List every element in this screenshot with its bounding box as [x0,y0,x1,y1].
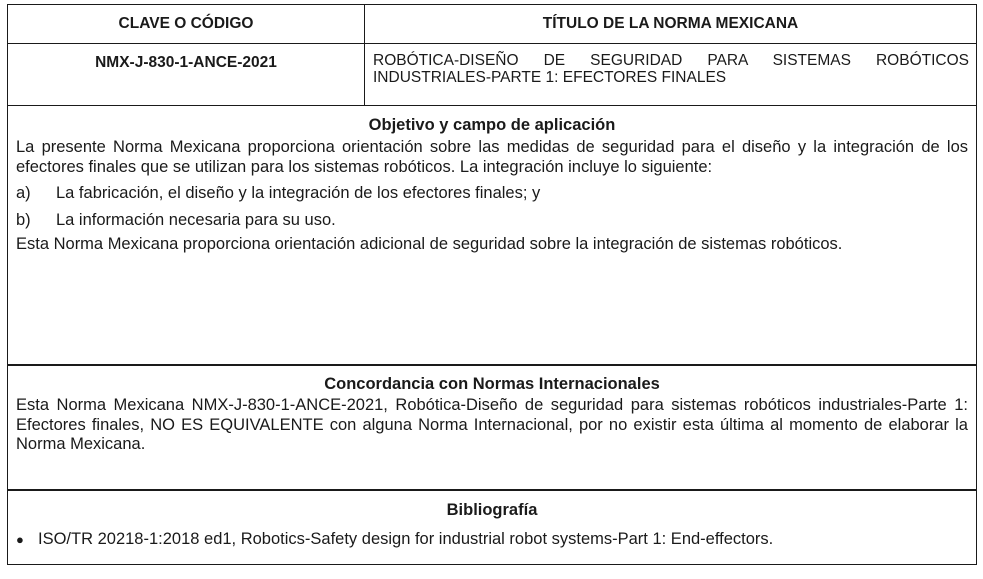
objective-section [8,106,976,366]
list-item [16,211,968,231]
bibliography-item-text: ISO/TR 20218-1:2018 ed1, Robotics-Safety design for industrial robot systems-Part 1: End-effectors. [38,530,774,548]
objective-closing: Esta Norma Mexicana proporciona orientación adicional de seguridad sobre la integración de sistemas robóticos. [16,235,843,253]
list-item-text: La información necesaria para su uso. [56,210,336,229]
objective-intro: La presente Norma Mexicana proporciona orientación sobre las medidas de seguridad para el diseño y la integración de los efectores finales que se utilizan para los sistemas robóticos. La integración incluye lo siguiente: [16,138,968,176]
bibliography-item [16,530,968,550]
concordance-text: Esta Norma Mexicana NMX-J-830-1-ANCE-2021, Robótica-Diseño de seguridad para sistemas robóticos industriales-Parte 1: Efectores finales, NO ES EQUIVALENTE con alguna Norma Internacional, por no existir esta última al momento de elaborar la Norma Mexicana. [16,396,968,453]
list-marker: a) [16,184,31,202]
list-item [16,184,968,204]
concordance-heading: Concordancia con Normas Internacionales [324,375,660,393]
bullet-icon: ● [16,532,24,547]
table-header-row [8,5,976,44]
header-title-cell: TÍTULO DE LA NORMA MEXICANA [542,15,799,32]
bibliography-heading: Bibliografía [446,501,538,519]
bibliography-section [8,491,976,564]
list-marker: b) [16,210,31,229]
standard-code: NMX-J-830-1-ANCE-2021 [8,44,365,105]
standard-row [8,44,976,106]
list-item-text: La fabricación, el diseño y la integración de los efectores finales; y [56,184,541,202]
standard-title: ROBÓTICA-DISEÑO DE SEGURIDAD PARA SISTEMAS ROBÓTICOS INDUSTRIALES-PARTE 1: EFECTORES FINALES [373,52,969,86]
concordance-section [8,366,976,491]
objective-heading: Objetivo y campo de aplicación [368,116,616,134]
standard-summary-table [7,4,977,565]
header-code-cell: CLAVE O CÓDIGO [8,5,365,43]
